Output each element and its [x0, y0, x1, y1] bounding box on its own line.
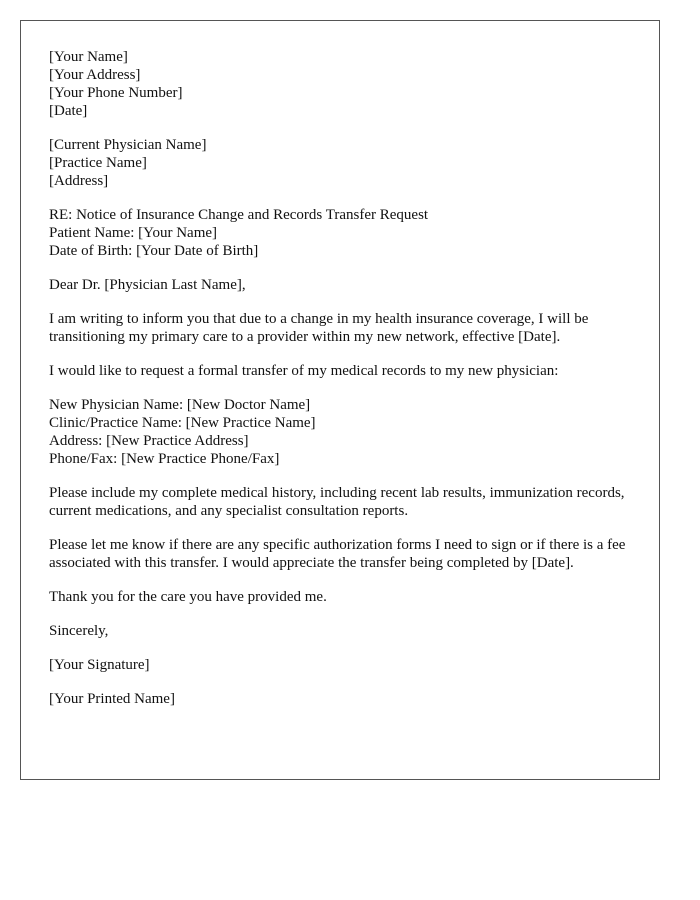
letter-date: [Date]	[49, 103, 88, 119]
recipient-block	[49, 136, 631, 190]
recipient-practice: [Practice Name]	[49, 155, 147, 171]
thanks-paragraph: Thank you for the care you have provided me.	[49, 589, 327, 605]
new-practice-phone: Phone/Fax: [New Practice Phone/Fax]	[49, 451, 280, 467]
sign-off: Sincerely,	[49, 623, 109, 639]
sender-block	[49, 48, 631, 120]
forms-paragraph: Please let me know if there are any specific authorization forms I need to sign or if there is a fee associated with this transfer. I would appreciate the transfer being completed by [Date].	[49, 537, 626, 571]
sender-name: [Your Name]	[49, 49, 128, 65]
sender-phone: [Your Phone Number]	[49, 85, 183, 101]
new-physician-name: New Physician Name: [New Doctor Name]	[49, 397, 311, 413]
recipient-address: [Address]	[49, 173, 109, 189]
intro-paragraph: I am writing to inform you that due to a change in my health insurance coverage, I will be transitioning my primary care to a provider within my new network, effective [Date].	[49, 311, 589, 345]
recipient-physician: [Current Physician Name]	[49, 137, 207, 153]
subject-line: RE: Notice of Insurance Change and Records Transfer Request	[49, 207, 429, 223]
printed-name: [Your Printed Name]	[49, 691, 175, 707]
salutation: Dear Dr. [Physician Last Name],	[49, 277, 246, 293]
reference-block	[49, 206, 631, 260]
include-paragraph: Please include my complete medical history, including recent lab results, immunization records, current medications, and any specialist consultation reports.	[49, 485, 625, 519]
new-practice-address: Address: [New Practice Address]	[49, 433, 249, 449]
patient-dob: Date of Birth: [Your Date of Birth]	[49, 243, 259, 259]
letter-page	[20, 20, 660, 780]
patient-name: Patient Name: [Your Name]	[49, 225, 218, 241]
request-paragraph: I would like to request a formal transfer of my medical records to my new physician:	[49, 363, 559, 379]
new-practice-name: Clinic/Practice Name: [New Practice Name]	[49, 415, 316, 431]
sender-address: [Your Address]	[49, 67, 141, 83]
new-physician-block	[49, 396, 631, 468]
signature-placeholder: [Your Signature]	[49, 657, 150, 673]
